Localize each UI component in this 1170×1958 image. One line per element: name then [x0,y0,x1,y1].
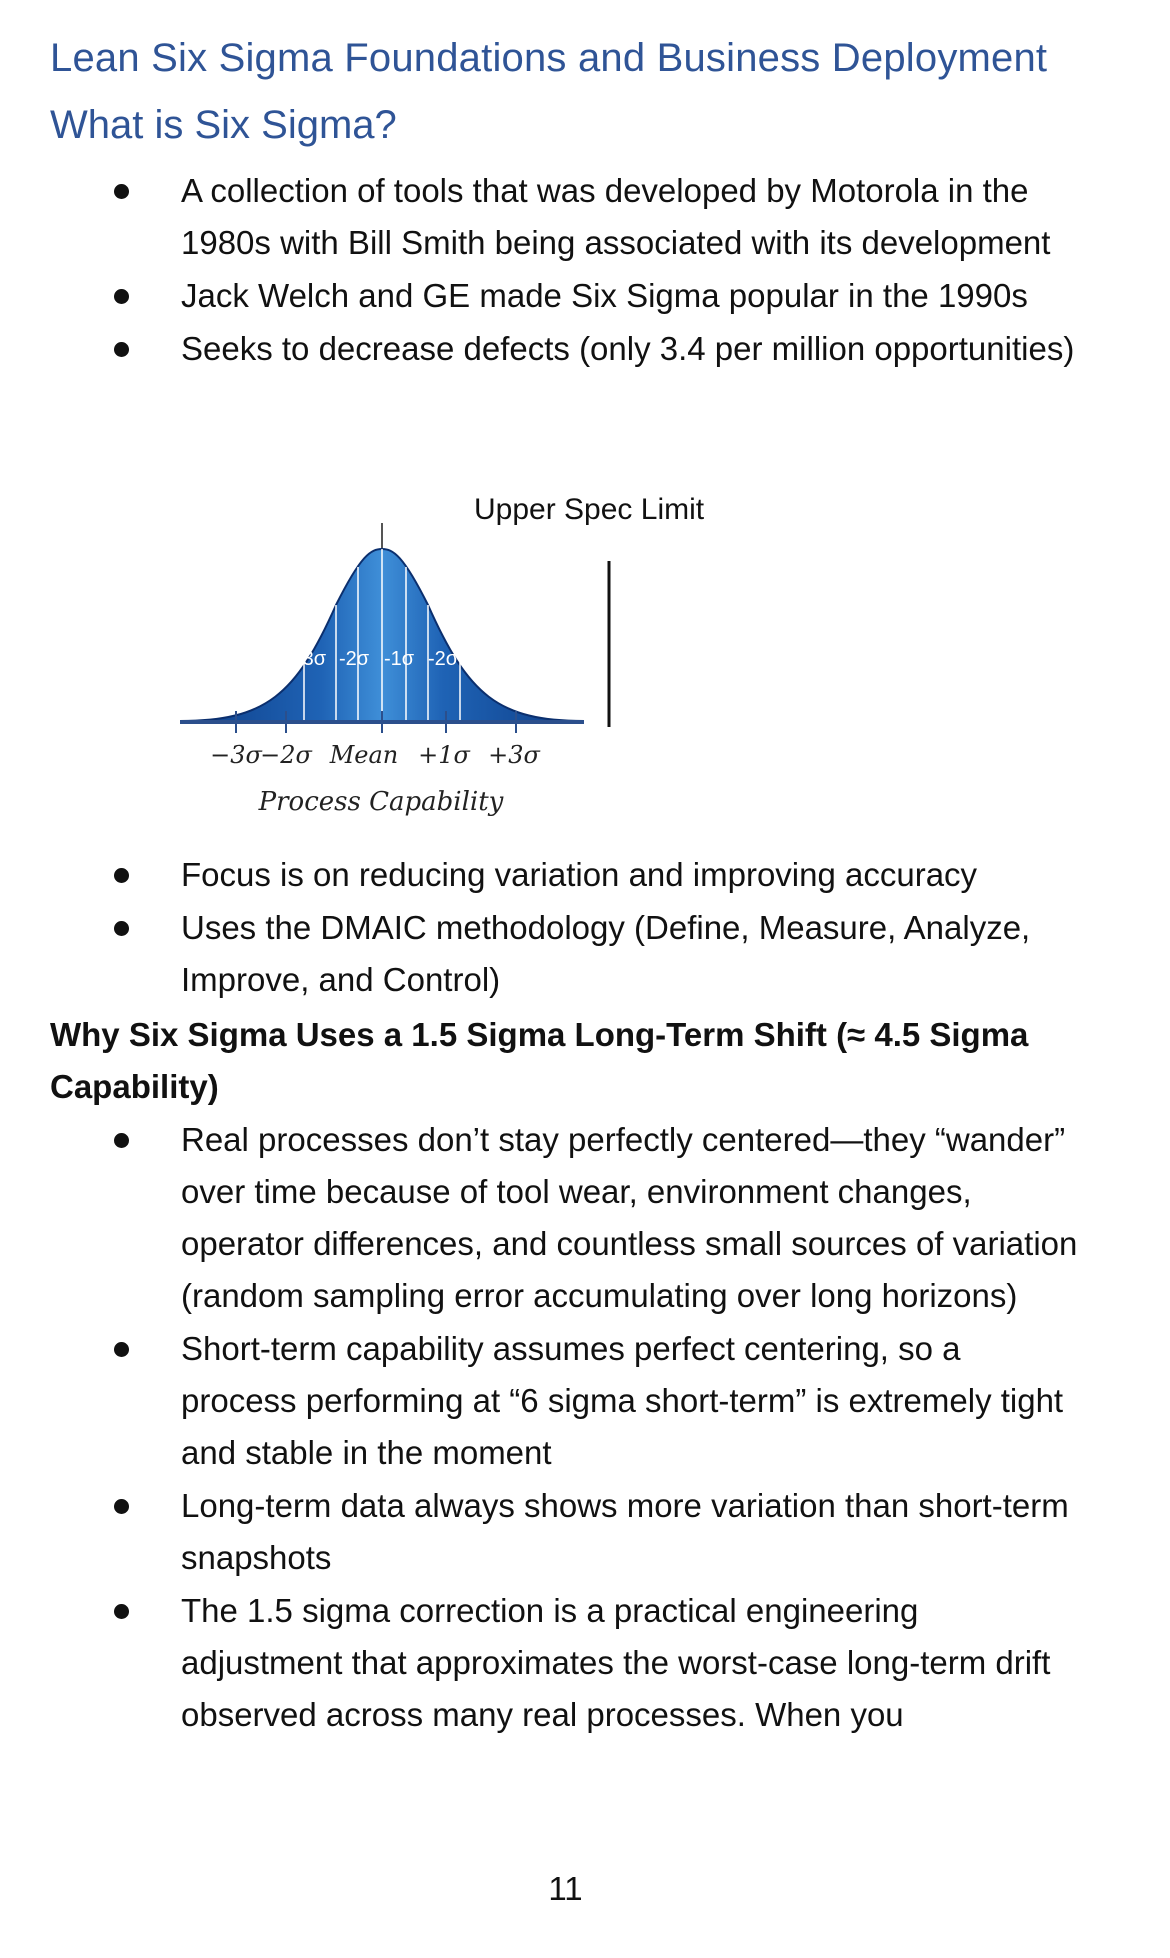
bullet-icon [114,342,129,357]
bullet-icon [114,1499,129,1514]
upper-spec-limit-label: Upper Spec Limit [474,495,705,526]
axis-label: −3σ [210,741,262,769]
bullet-icon [114,1133,129,1148]
process-capability-figure [176,495,776,835]
bullet-icon [114,1604,129,1619]
page-number: 11 [548,1870,583,1907]
inner-label: -2σ [428,648,459,670]
bell-curve-illustration [176,495,776,835]
axis-label: −2σ [260,741,312,769]
list-item: Seeks to decrease defects (only 3.4 per million opportunities) [0,323,1170,375]
bullet-list-long-term-shift [0,1114,1170,1742]
list-item: Short-term capability assumes perfect centering, so a process performing at “6 sigma short-term” is extremely tight and stable in the moment [0,1323,1170,1479]
axis-label: Mean [329,741,399,769]
list-item: Jack Welch and GE made Six Sigma popular in the 1990s [0,270,1170,322]
bullet-list-focus [0,849,1170,1007]
bullet-icon [114,868,129,883]
bullet-icon [114,289,129,304]
axis-label: +1σ [418,741,470,769]
bullet-list-intro [0,165,1170,376]
list-item: A collection of tools that was developed by Motorola in the 1980s with Bill Smith being associated with its development [0,165,1170,269]
bullet-icon [114,921,129,936]
figure-caption: Process Capability [258,787,504,817]
x-axis-labels [210,741,540,769]
section-heading-long-term-shift: Why Six Sigma Uses a 1.5 Sigma Long-Term Shift (≈ 4.5 Sigma Capability) [50,1016,1029,1105]
list-item: Long-term data always shows more variation than short-term snapshots [0,1480,1170,1584]
bullet-icon [114,184,129,199]
list-item: Real processes don’t stay perfectly centered—they “wander” over time because of tool wear, environment changes, operator differences, and countless small sources of variation (random sampling error accumulating over long horizons) [0,1114,1170,1322]
bullet-icon [114,1342,129,1357]
axis-label: +3σ [488,741,540,769]
inner-label: -2σ [339,648,370,670]
list-item: The 1.5 sigma correction is a practical engineering adjustment that approximates the worst-case long-term drift observed across many real processes. When you [0,1585,1170,1741]
list-item: Uses the DMAIC methodology (Define, Measure, Analyze, Improve, and Control) [0,902,1170,1006]
list-item: Focus is on reducing variation and improving accuracy [0,849,1170,901]
inner-label: -1σ [384,648,415,670]
document-heading: Lean Six Sigma Foundations and Business Deployment [50,36,1048,80]
inner-label: -3σ [296,648,327,670]
section-heading-what-is-six-sigma: What is Six Sigma? [50,103,397,147]
